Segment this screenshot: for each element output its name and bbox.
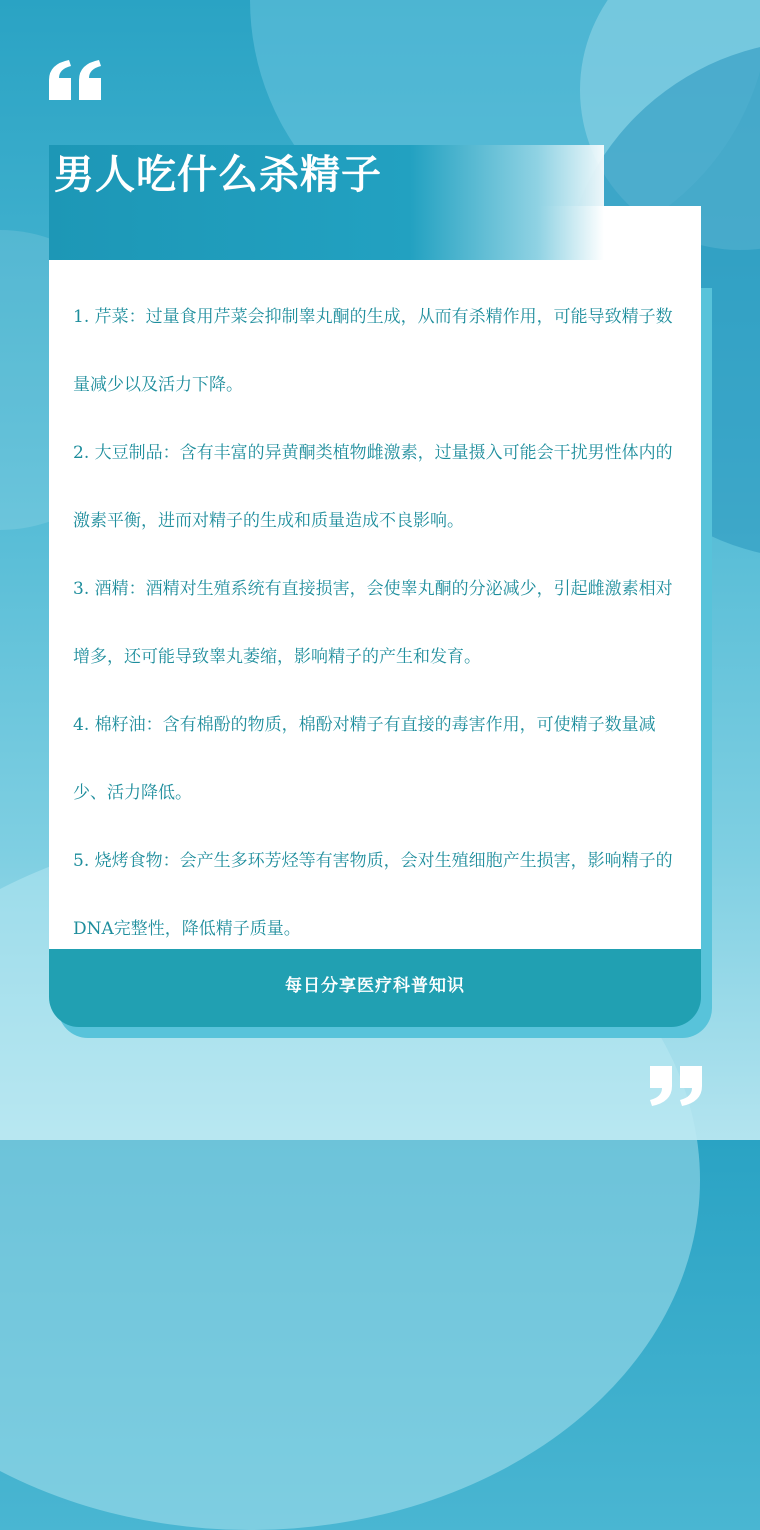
list-item: 4. 棉籽油：含有棉酚的物质，棉酚对精子有直接的毒害作用，可使精子数量减少、活力降低。 (73, 715, 656, 803)
content-list (73, 283, 679, 963)
list-item: 5. 烧烤食物：会产生多环芳烃等有害物质，会对生殖细胞产生损害，影响精子的DNA完整性，降低精子质量。 (73, 851, 673, 939)
footer-bar (49, 949, 701, 1027)
list-item: 2. 大豆制品：含有丰富的异黄酮类植物雌激素，过量摄入可能会干扰男性体内的激素平衡，进而对精子的生成和质量造成不良影响。 (73, 443, 673, 531)
footer-text: 每日分享医疗科普知识 (285, 976, 465, 996)
list-item: 1. 芹菜：过量食用芹菜会抑制睾丸酮的生成，从而有杀精作用，可能导致精子数量减少以及活力下降。 (73, 307, 673, 395)
open-quote-icon (47, 58, 107, 100)
list-item: 3. 酒精：酒精对生殖系统有直接损害，会使睾丸酮的分泌减少，引起雌激素相对增多，还可能导致睾丸萎缩，影响精子的产生和发育。 (73, 579, 673, 667)
close-quote-icon (644, 1066, 704, 1108)
page-title: 男人吃什么杀精子 (54, 152, 382, 198)
title-band-lower (49, 206, 604, 260)
